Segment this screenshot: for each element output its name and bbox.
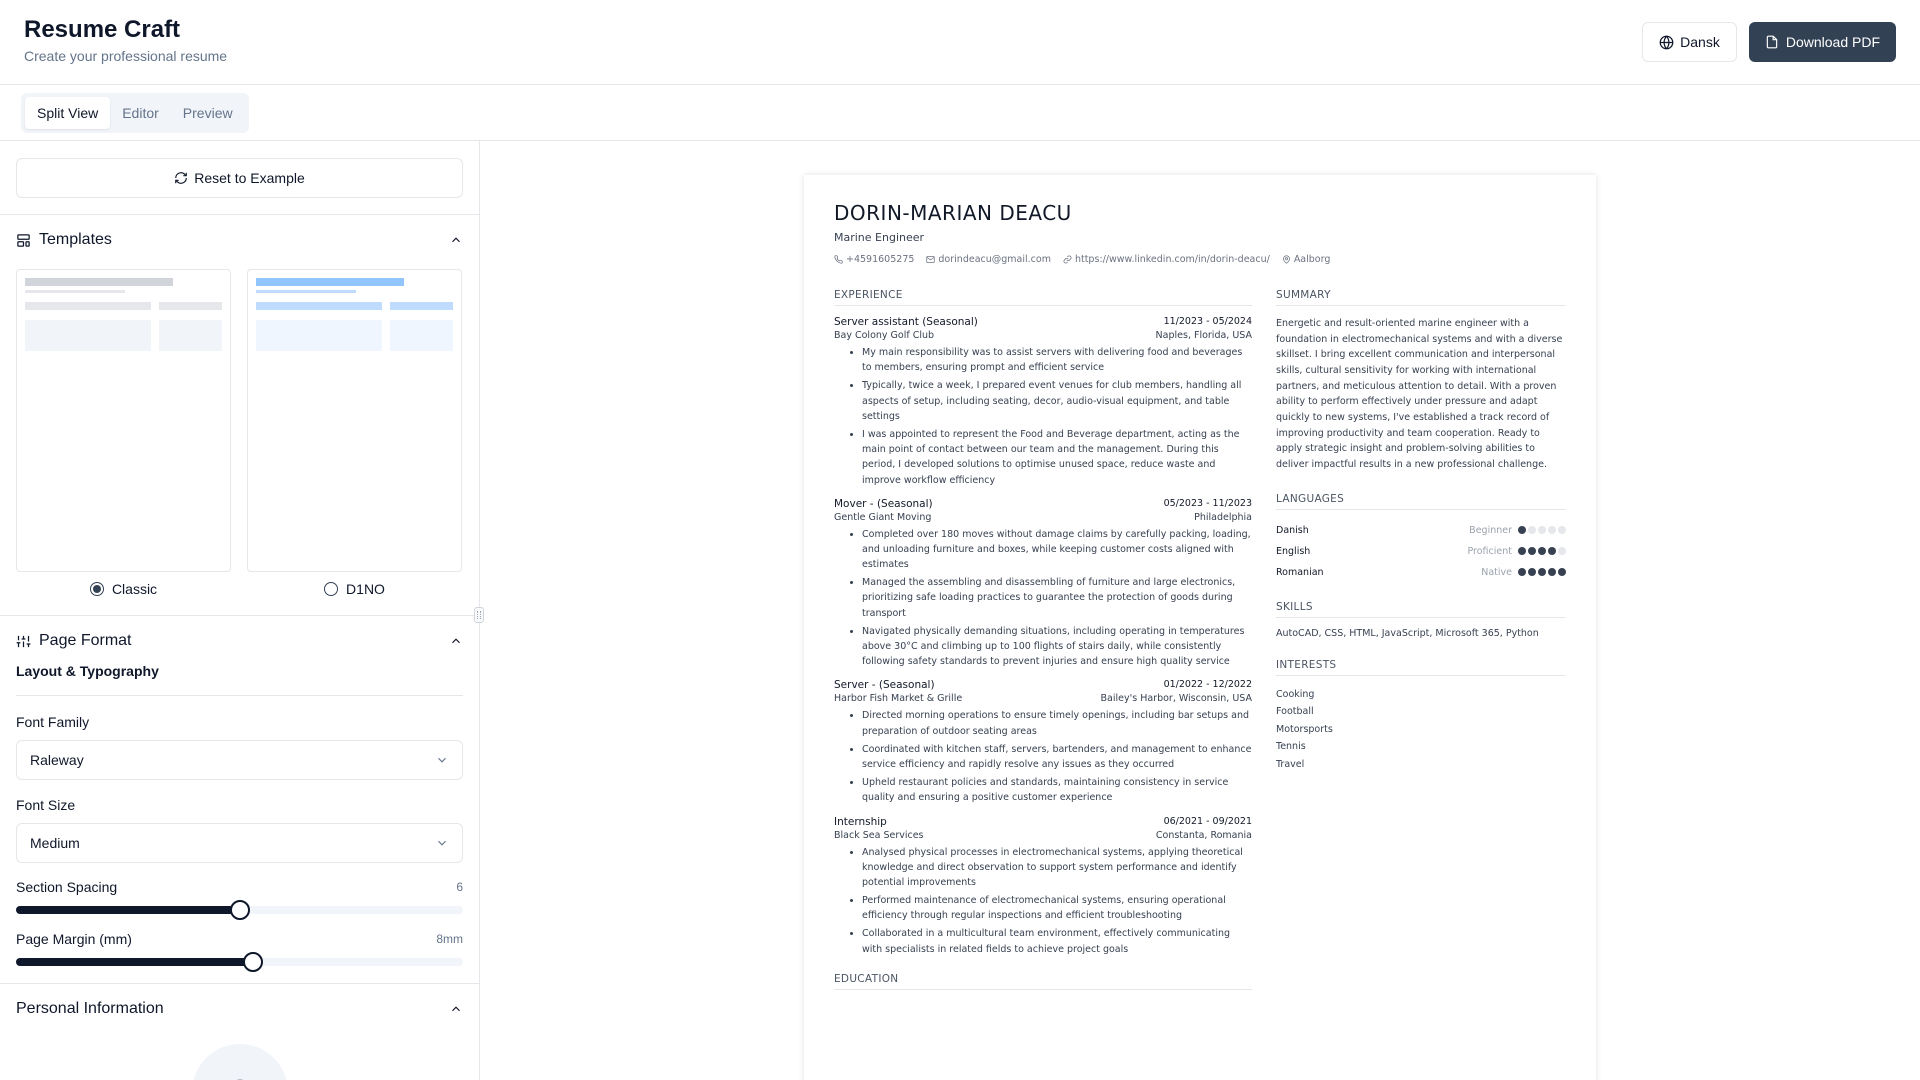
job-bullets	[862, 345, 1252, 488]
page-margin-slider[interactable]	[16, 955, 463, 965]
job-bullet: • My main responsibility was to assist servers with delivering food and beverages to members, ensuring prompt and efficient service	[862, 345, 1252, 375]
language-item	[1276, 541, 1566, 562]
mail-icon	[926, 255, 935, 264]
font-size-value: Medium	[30, 835, 80, 851]
font-family-label: Font Family	[16, 714, 90, 730]
app-title: Resume Craft	[24, 16, 181, 44]
resume-location-text: Aalborg	[1293, 254, 1331, 265]
page-margin-label: Page Margin (mm)	[16, 931, 132, 947]
rating-dot	[1518, 547, 1526, 555]
experience-item	[834, 316, 1252, 488]
rating-dot	[1548, 526, 1556, 534]
job-title: Mover - (Seasonal)	[834, 497, 933, 510]
resume-linkedin-text: https://www.linkedin.com/in/dorin-deacu/	[1074, 254, 1270, 265]
job-location: Bailey's Harbor, Wisconsin, USA	[1100, 693, 1252, 705]
resume-email	[926, 254, 1051, 265]
page-format-section	[0, 616, 479, 984]
resize-handle[interactable]	[474, 607, 484, 623]
language-button[interactable]	[1642, 22, 1737, 62]
layout-typography-label: Layout & Typography	[16, 663, 463, 696]
language-level: Native	[1481, 566, 1512, 578]
job-bullet: • Typically, twice a week, I prepared event venues for club members, handling all aspects of setup, including seating, decor, audio-visual equipment, and table settings	[862, 378, 1252, 424]
resume-contacts	[834, 254, 1566, 265]
resume-linkedin	[1063, 254, 1270, 265]
job-dates: 05/2023 - 11/2023	[1163, 497, 1252, 509]
resume-role: Marine Engineer	[834, 231, 925, 244]
languages-list	[1276, 520, 1566, 583]
reset-button[interactable]	[16, 158, 463, 198]
template-option-d1no[interactable]	[247, 269, 462, 597]
interest-item: Tennis	[1276, 741, 1306, 753]
globe-icon	[1659, 35, 1674, 50]
interests-list	[1276, 686, 1566, 774]
chevron-up-icon[interactable]	[449, 233, 463, 247]
user-icon	[223, 1075, 257, 1080]
job-dates: 11/2023 - 05/2024	[1163, 316, 1252, 327]
resume-name: DORIN-MARIAN DEACU	[834, 201, 1072, 225]
section-spacing-slider[interactable]	[16, 903, 463, 913]
resume-preview[interactable]	[480, 141, 1920, 1080]
resume-page	[804, 175, 1596, 1080]
rating-dot	[1518, 568, 1526, 576]
experience-heading: EXPERIENCE	[834, 289, 1252, 306]
interest-item: Football	[1276, 706, 1314, 718]
job-bullet: • Navigated physically demanding situations, including operating in temperatures above 30°C and climbing up to 100 flights of stairs daily, while consistently following safety standards to prevent injuries and ensure high quality service	[862, 624, 1252, 670]
language-item	[1276, 520, 1566, 541]
brand	[24, 16, 228, 64]
rating-dot	[1548, 568, 1556, 576]
section-spacing-label: Section Spacing	[16, 879, 118, 895]
view-tabs	[21, 93, 249, 133]
experience-item	[834, 679, 1252, 805]
rating-dot	[1538, 547, 1546, 555]
font-family-value: Raleway	[30, 752, 84, 768]
job-dates: 01/2022 - 12/2022	[1163, 679, 1252, 691]
job-dates: 06/2021 - 09/2021	[1163, 815, 1252, 827]
template-radio-classic[interactable]	[90, 582, 104, 596]
rating-dot	[1528, 568, 1536, 576]
personal-info-section	[0, 984, 479, 1080]
language-rating	[1518, 547, 1566, 555]
rating-dot	[1558, 526, 1566, 534]
language-level: Proficient	[1467, 545, 1512, 557]
job-bullet: • Collaborated in a multicultural team environment, effectively communicating with specialists in related fields to achieve project goals	[862, 926, 1252, 956]
rating-dot	[1558, 568, 1566, 576]
language-name: Romanian	[1276, 566, 1324, 578]
language-name: Danish	[1276, 524, 1309, 536]
page-margin-value: 8mm	[436, 932, 463, 946]
template-radio-d1no[interactable]	[324, 582, 338, 596]
resume-phone	[834, 254, 914, 265]
slider-thumb[interactable]	[243, 952, 263, 972]
rating-dot	[1538, 526, 1546, 534]
language-name: English	[1276, 545, 1311, 557]
phone-icon	[834, 255, 843, 264]
tab-split-view[interactable]: Split View	[25, 97, 110, 129]
job-company: Gentle Giant Moving	[834, 511, 932, 523]
reset-label: Reset to Example	[194, 170, 305, 186]
layout-template-icon	[16, 233, 31, 248]
font-size-select[interactable]	[16, 823, 463, 863]
view-tabbar	[0, 85, 1920, 141]
job-company: Black Sea Services	[834, 829, 924, 841]
language-rating	[1518, 526, 1566, 534]
font-size-label: Font Size	[16, 797, 76, 813]
job-bullet: • Completed over 180 moves without damage claims by carefully packing, loading, and unloading furniture and boxes, while keeping customer costs aligned with estimates	[862, 527, 1252, 573]
file-icon	[1765, 35, 1779, 49]
job-bullet: • I was appointed to represent the Food and Beverage department, acting as the main point of contact between our team and the management. During this period, I developed solutions to optimise unused space, reduce waste and improve workflow efficiency	[862, 427, 1252, 488]
job-bullets	[862, 527, 1252, 670]
job-location: Philadelphia	[1194, 511, 1252, 523]
resume-email-text: dorindeacu@gmail.com	[938, 254, 1051, 265]
templates-section	[0, 215, 479, 616]
experience-item	[834, 816, 1252, 957]
slider-fill	[16, 906, 240, 914]
page-format-title: Page Format	[39, 632, 132, 649]
page-format-header[interactable]	[16, 616, 463, 666]
language-label: Dansk	[1680, 34, 1720, 50]
job-title: Server assistant (Seasonal)	[834, 316, 978, 328]
job-bullet: • Upheld restaurant policies and standards, maintaining consistency in service quality and ensuring a positive customer experience	[862, 775, 1252, 805]
download-pdf-button[interactable]	[1749, 22, 1896, 62]
avatar-upload[interactable]	[192, 1044, 288, 1080]
job-title: Internship	[834, 815, 887, 828]
chevron-down-icon	[435, 753, 449, 767]
languages-heading: LANGUAGES	[1276, 493, 1566, 510]
personal-info-header[interactable]	[16, 984, 463, 1034]
template-label-classic: Classic	[111, 581, 158, 597]
skills-heading: SKILLS	[1276, 601, 1566, 618]
app-header	[0, 0, 1920, 85]
resume-right-column	[1276, 289, 1566, 1000]
job-bullet: • Directed morning operations to ensure timely openings, including bar setups and preparation of outdoor seating areas	[862, 708, 1252, 738]
rating-dot	[1548, 547, 1556, 555]
rating-dot	[1558, 547, 1566, 555]
summary-text: Energetic and result-oriented marine engineer with a foundation in electromechanical systems and with a diverse skillset. I bring excellent communication and interpersonal skills, cultural sensitivity for working with international partners, and meticulous attention to detail. With a proven ability to perform effectively under pressure and adapt quickly to new systems, I've established a track record of improving productivity and team cooperation. Ready to apply strategic insight and problem-solving abilities to deliver impactful results in a new professional challenge.	[1276, 318, 1563, 471]
job-company: Harbor Fish Market & Grille	[834, 693, 963, 705]
app-subtitle: Create your professional resume	[24, 47, 228, 64]
rating-dot	[1518, 526, 1526, 534]
section-spacing-value: 6	[456, 880, 463, 894]
chevron-up-icon[interactable]	[449, 1002, 463, 1016]
refresh-icon	[174, 171, 188, 185]
link-icon	[1063, 255, 1072, 264]
template-thumbnail-classic[interactable]	[16, 269, 231, 572]
job-title: Server - (Seasonal)	[834, 679, 935, 692]
job-bullet: • Coordinated with kitchen staff, servers, bartenders, and management to enhance service efficiency and rapidly resolve any issues as they occurred	[862, 742, 1252, 772]
rating-dot	[1528, 526, 1536, 534]
job-location: Naples, Florida, USA	[1155, 330, 1252, 341]
rating-dot	[1538, 568, 1546, 576]
template-thumbnail-d1no[interactable]	[247, 269, 462, 572]
interest-item: Motorsports	[1276, 723, 1333, 735]
job-bullets	[862, 708, 1252, 805]
tab-editor[interactable]: Editor	[122, 104, 159, 121]
job-bullets	[862, 845, 1252, 957]
template-option-classic[interactable]	[16, 269, 231, 597]
chevron-down-icon	[435, 836, 449, 850]
job-location: Constanta, Romania	[1155, 829, 1252, 841]
language-item	[1276, 562, 1566, 583]
job-bullet: • Performed maintenance of electromechanical systems, ensuring operational efficiency through regular inspections and efficient troubleshooting	[862, 893, 1252, 923]
summary-heading: SUMMARY	[1276, 289, 1566, 306]
resume-location	[1282, 254, 1331, 265]
templates-title: Templates	[39, 231, 112, 248]
experience-item	[834, 498, 1252, 670]
language-level: Beginner	[1469, 524, 1512, 536]
job-bullet: • Managed the assembling and disassembling of furniture and large electronics, prioritizing safe loading practices to guarantee the protection of goods during transport	[862, 575, 1252, 621]
interest-item: Travel	[1276, 758, 1305, 770]
experience-list	[834, 316, 1252, 957]
interests-heading: INTERESTS	[1276, 659, 1566, 676]
language-rating	[1518, 568, 1566, 576]
rating-dot	[1528, 547, 1536, 555]
slider-fill	[16, 958, 253, 966]
font-family-select[interactable]	[16, 740, 463, 780]
tab-preview[interactable]: Preview	[182, 104, 233, 121]
skills-text: AutoCAD, CSS, HTML, JavaScript, Microsoft 365, Python	[1276, 627, 1539, 639]
resume-phone-text: +4591605275	[846, 254, 915, 265]
slider-thumb[interactable]	[230, 900, 250, 920]
personal-info-title: Personal Information	[16, 1000, 164, 1017]
template-label-d1no: D1NO	[346, 581, 385, 597]
map-pin-icon	[1282, 255, 1291, 264]
sliders-icon	[16, 634, 31, 649]
education-heading: EDUCATION	[834, 973, 1252, 990]
job-bullet: • Analysed physical processes in electromechanical systems, applying theoretical knowledge and direct observation to support system performance and identify potential improvements	[862, 845, 1252, 891]
download-pdf-label: Download PDF	[1785, 34, 1880, 50]
interest-item: Cooking	[1276, 688, 1315, 700]
resume-left-column	[834, 289, 1252, 1000]
chevron-up-icon[interactable]	[449, 634, 463, 648]
editor-sidebar[interactable]	[0, 141, 480, 1080]
job-company: Bay Colony Golf Club	[834, 330, 935, 341]
templates-header[interactable]	[16, 215, 463, 265]
